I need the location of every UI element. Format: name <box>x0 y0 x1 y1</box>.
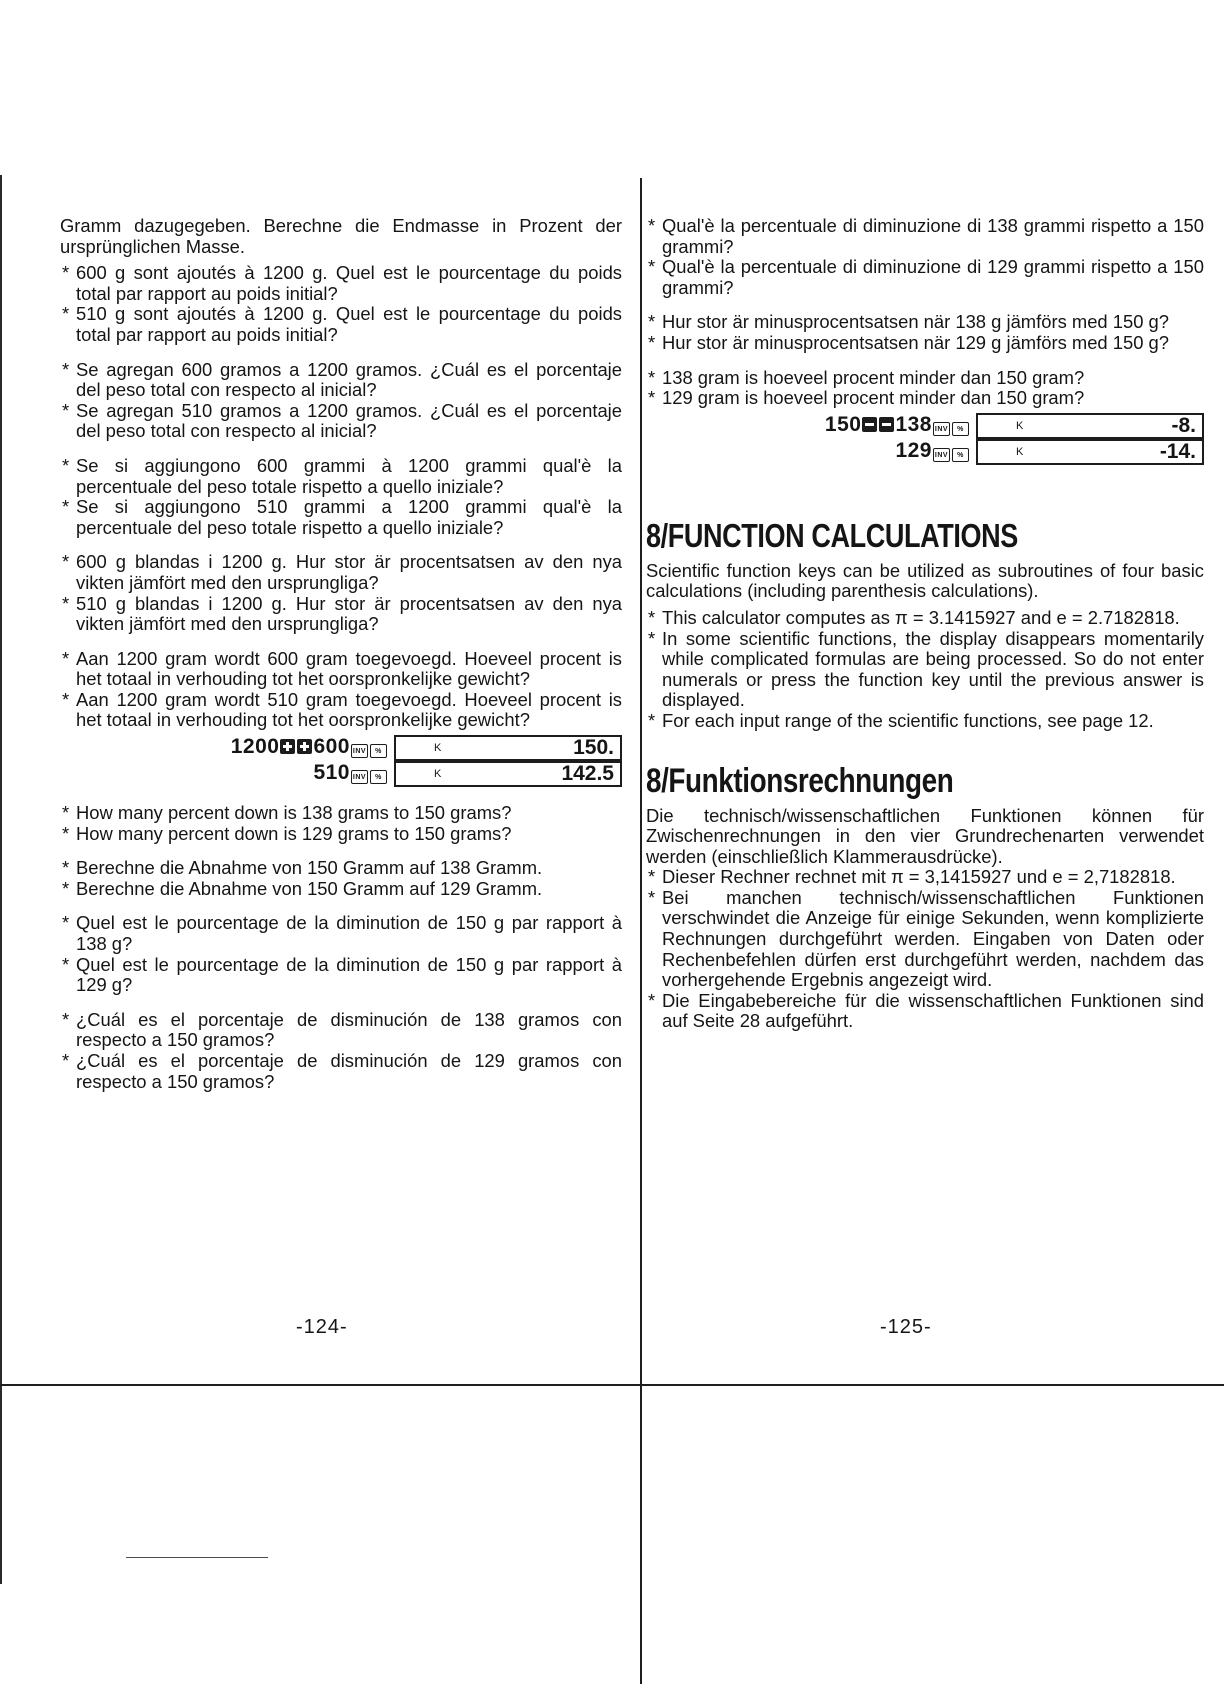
percent-key-icon: % <box>370 744 387 758</box>
display-value: -8. <box>1171 413 1196 437</box>
memory-indicator: K <box>434 742 442 755</box>
calculator-display <box>394 735 622 761</box>
list-item: * 600 g sont ajoutés à 1200 g. Quel est le pourcentage du poids total par rapport au poids initial? <box>62 262 622 304</box>
calculator-display <box>394 761 622 787</box>
percent-key-icon: % <box>952 422 969 436</box>
list-item: * 510 g sont ajoutés à 1200 g. Quel est le pourcentage du poids total par rapport au poids initial? <box>62 303 622 345</box>
list-item: * 129 gram is hoeveel procent minder dan 150 gram? <box>648 387 1085 409</box>
key-sequence: 129 INV % <box>895 441 970 462</box>
list-item: * Berechne die Abnahme von 150 Gramm auf 129 Gramm. <box>62 877 543 899</box>
page-number-left: -124- <box>296 1316 348 1338</box>
display-value: -14. <box>1159 439 1196 463</box>
page-number-right: -125- <box>880 1316 932 1338</box>
memory-indicator: K <box>1016 445 1024 458</box>
inv-key-icon: INV <box>933 422 950 436</box>
key-sequence: 150 138 INV % <box>825 415 970 436</box>
list-item: * Se agregan 600 gramos a 1200 gramos. ¿Cuál es el porcentaje del peso total con respecto al inicial? <box>62 358 622 401</box>
list-item: * Qual'è la percentuale di diminuzione di 138 grammi rispetto a 150 grammi? <box>648 215 1204 257</box>
inv-key-icon: INV <box>351 770 368 784</box>
list-item: * Se si aggiungono 510 grammi a 1200 grammi qual'è la percentuale del peso totale rispetto a quello iniziale? <box>62 496 622 538</box>
list-item: * Se si aggiungono 600 grammi à 1200 grammi qual'è la percentuale del peso totale rispetto a quello iniziale? <box>62 454 622 497</box>
list-item: * Se agregan 510 gramos a 1200 gramos. ¿Cuál es el porcentaje del peso total con respecto al inicial? <box>62 399 622 442</box>
list-item: * 138 gram is hoeveel procent minder dan 150 gram? <box>648 366 1085 388</box>
key-sequence-row <box>60 735 622 763</box>
list-item: * This calculator computes as π = 3.1415927 and e = 2.7182818. <box>648 606 1180 628</box>
scan-blue-mark <box>126 1557 268 1558</box>
list-item: * 510 g blandas i 1200 g. Hur stor är procentsatsen av den nya vikten jämfört med den ursprungliga? <box>62 592 622 635</box>
section-heading-german: 8/Funktionsrechnungen <box>646 761 954 800</box>
minus-key-icon <box>879 417 894 432</box>
memory-indicator: K <box>1016 419 1024 432</box>
intro-text: Gramm dazugegeben. Berechne die Endmasse in Prozent der ursprünglichen Masse. <box>60 215 622 257</box>
inv-key-icon: INV <box>933 448 950 462</box>
percent-key-icon: % <box>370 770 387 784</box>
calculator-display <box>976 439 1204 465</box>
list-item: * In some scientific functions, the display disappears momentarily while complicated formulas are being processed. So do not enter numerals or press the function key until the previous answer is displayed. <box>648 627 1204 711</box>
list-item: * Quel est le pourcentage de la diminution de 150 g par rapport à 138 g? <box>62 912 622 955</box>
key-sequence: 1200 600 INV % <box>231 737 388 758</box>
section-intro-german: Die technisch/wissenschaftlichen Funktionen können für Zwischenrechnungen in den vier Grundrechenarten verwendet werden (einschließlich Klammerausdrücke). <box>646 804 1204 867</box>
list-item: * Hur stor är minusprocentsatsen när 129 g jämförs med 150 g? <box>648 331 1170 353</box>
key-sequence: 510 INV % <box>313 763 388 784</box>
list-item: * How many percent down is 138 grams to 150 grams? <box>62 802 512 824</box>
list-item: * Dieser Rechner rechnet mit π = 3,1415927 und e = 2,7182818. <box>648 866 1176 888</box>
list-item: * Berechne die Abnahme von 150 Gramm auf 138 Gramm. <box>62 857 543 879</box>
list-item: * Die Eingabebereiche für die wissenschaftlichen Funktionen sind auf Seite 28 aufgeführt. <box>648 989 1204 1032</box>
percent-key-icon: % <box>952 448 969 462</box>
left-page-column <box>60 216 622 1092</box>
minus-key-icon <box>862 417 877 432</box>
list-item: * Hur stor är minusprocentsatsen när 138 g jämförs med 150 g? <box>648 311 1170 333</box>
list-item: * 600 g blandas i 1200 g. Hur stor är procentsatsen av den nya vikten jämfört med den ursprungliga? <box>62 551 622 593</box>
list-item: * Aan 1200 gram wordt 510 gram toegevoegd. Hoeveel procent is het totaal in verhouding tot het oorspronkelijke gewicht? <box>62 688 622 731</box>
key-sequence-row <box>646 413 1204 441</box>
section-heading-english: 8/FUNCTION CALCULATIONS <box>646 516 1018 554</box>
list-item: * Qual'è la percentuale di diminuzione di 129 grammi rispetto a 150 grammi? <box>648 256 1204 298</box>
list-item: * For each input range of the scientific functions, see page 12. <box>648 709 1154 731</box>
section-intro-english: Scientific function keys can be utilized as subroutines of four basic calculations (including parenthesis calculations). <box>646 559 1204 602</box>
plus-key-icon <box>280 739 295 754</box>
list-item: * Aan 1200 gram wordt 600 gram toegevoegd. Hoeveel procent is het totaal in verhouding tot het oorspronkelijke gewicht? <box>62 647 622 690</box>
list-item: * Quel est le pourcentage de la diminution de 150 g par rapport à 129 g? <box>62 953 622 996</box>
key-sequence-row <box>646 439 1204 467</box>
right-page-column <box>646 216 1204 1032</box>
key-sequence-row <box>60 761 622 789</box>
inv-key-icon: INV <box>351 744 368 758</box>
column-divider <box>640 178 642 1684</box>
scan-left-edge <box>0 175 2 1584</box>
page-bottom-rule <box>0 1384 1224 1386</box>
calculator-display <box>976 413 1204 439</box>
display-value: 150. <box>573 736 614 760</box>
display-value: 142.5 <box>561 762 614 786</box>
plus-key-icon <box>297 739 312 754</box>
list-item: * ¿Cuál es el porcentaje de disminución de 138 gramos con respecto a 150 gramos? <box>62 1008 622 1051</box>
list-item: * Bei manchen technisch/wissenschaftlichen Funktionen verschwindet die Anzeige für einige Sekunden, wenn komplizierte Rechnungen durchgeführt werden. Eingaben von Daten oder Rechenbefehlen dürfen erst durchgeführt werden, nachdem das vorhergehende Ergebnis angezeigt wird. <box>648 886 1204 991</box>
list-item: * How many percent down is 129 grams to 150 grams? <box>62 822 512 844</box>
memory-indicator: K <box>434 768 442 781</box>
list-item: * ¿Cuál es el porcentaje de disminución de 129 gramos con respecto a 150 gramos? <box>62 1050 622 1092</box>
